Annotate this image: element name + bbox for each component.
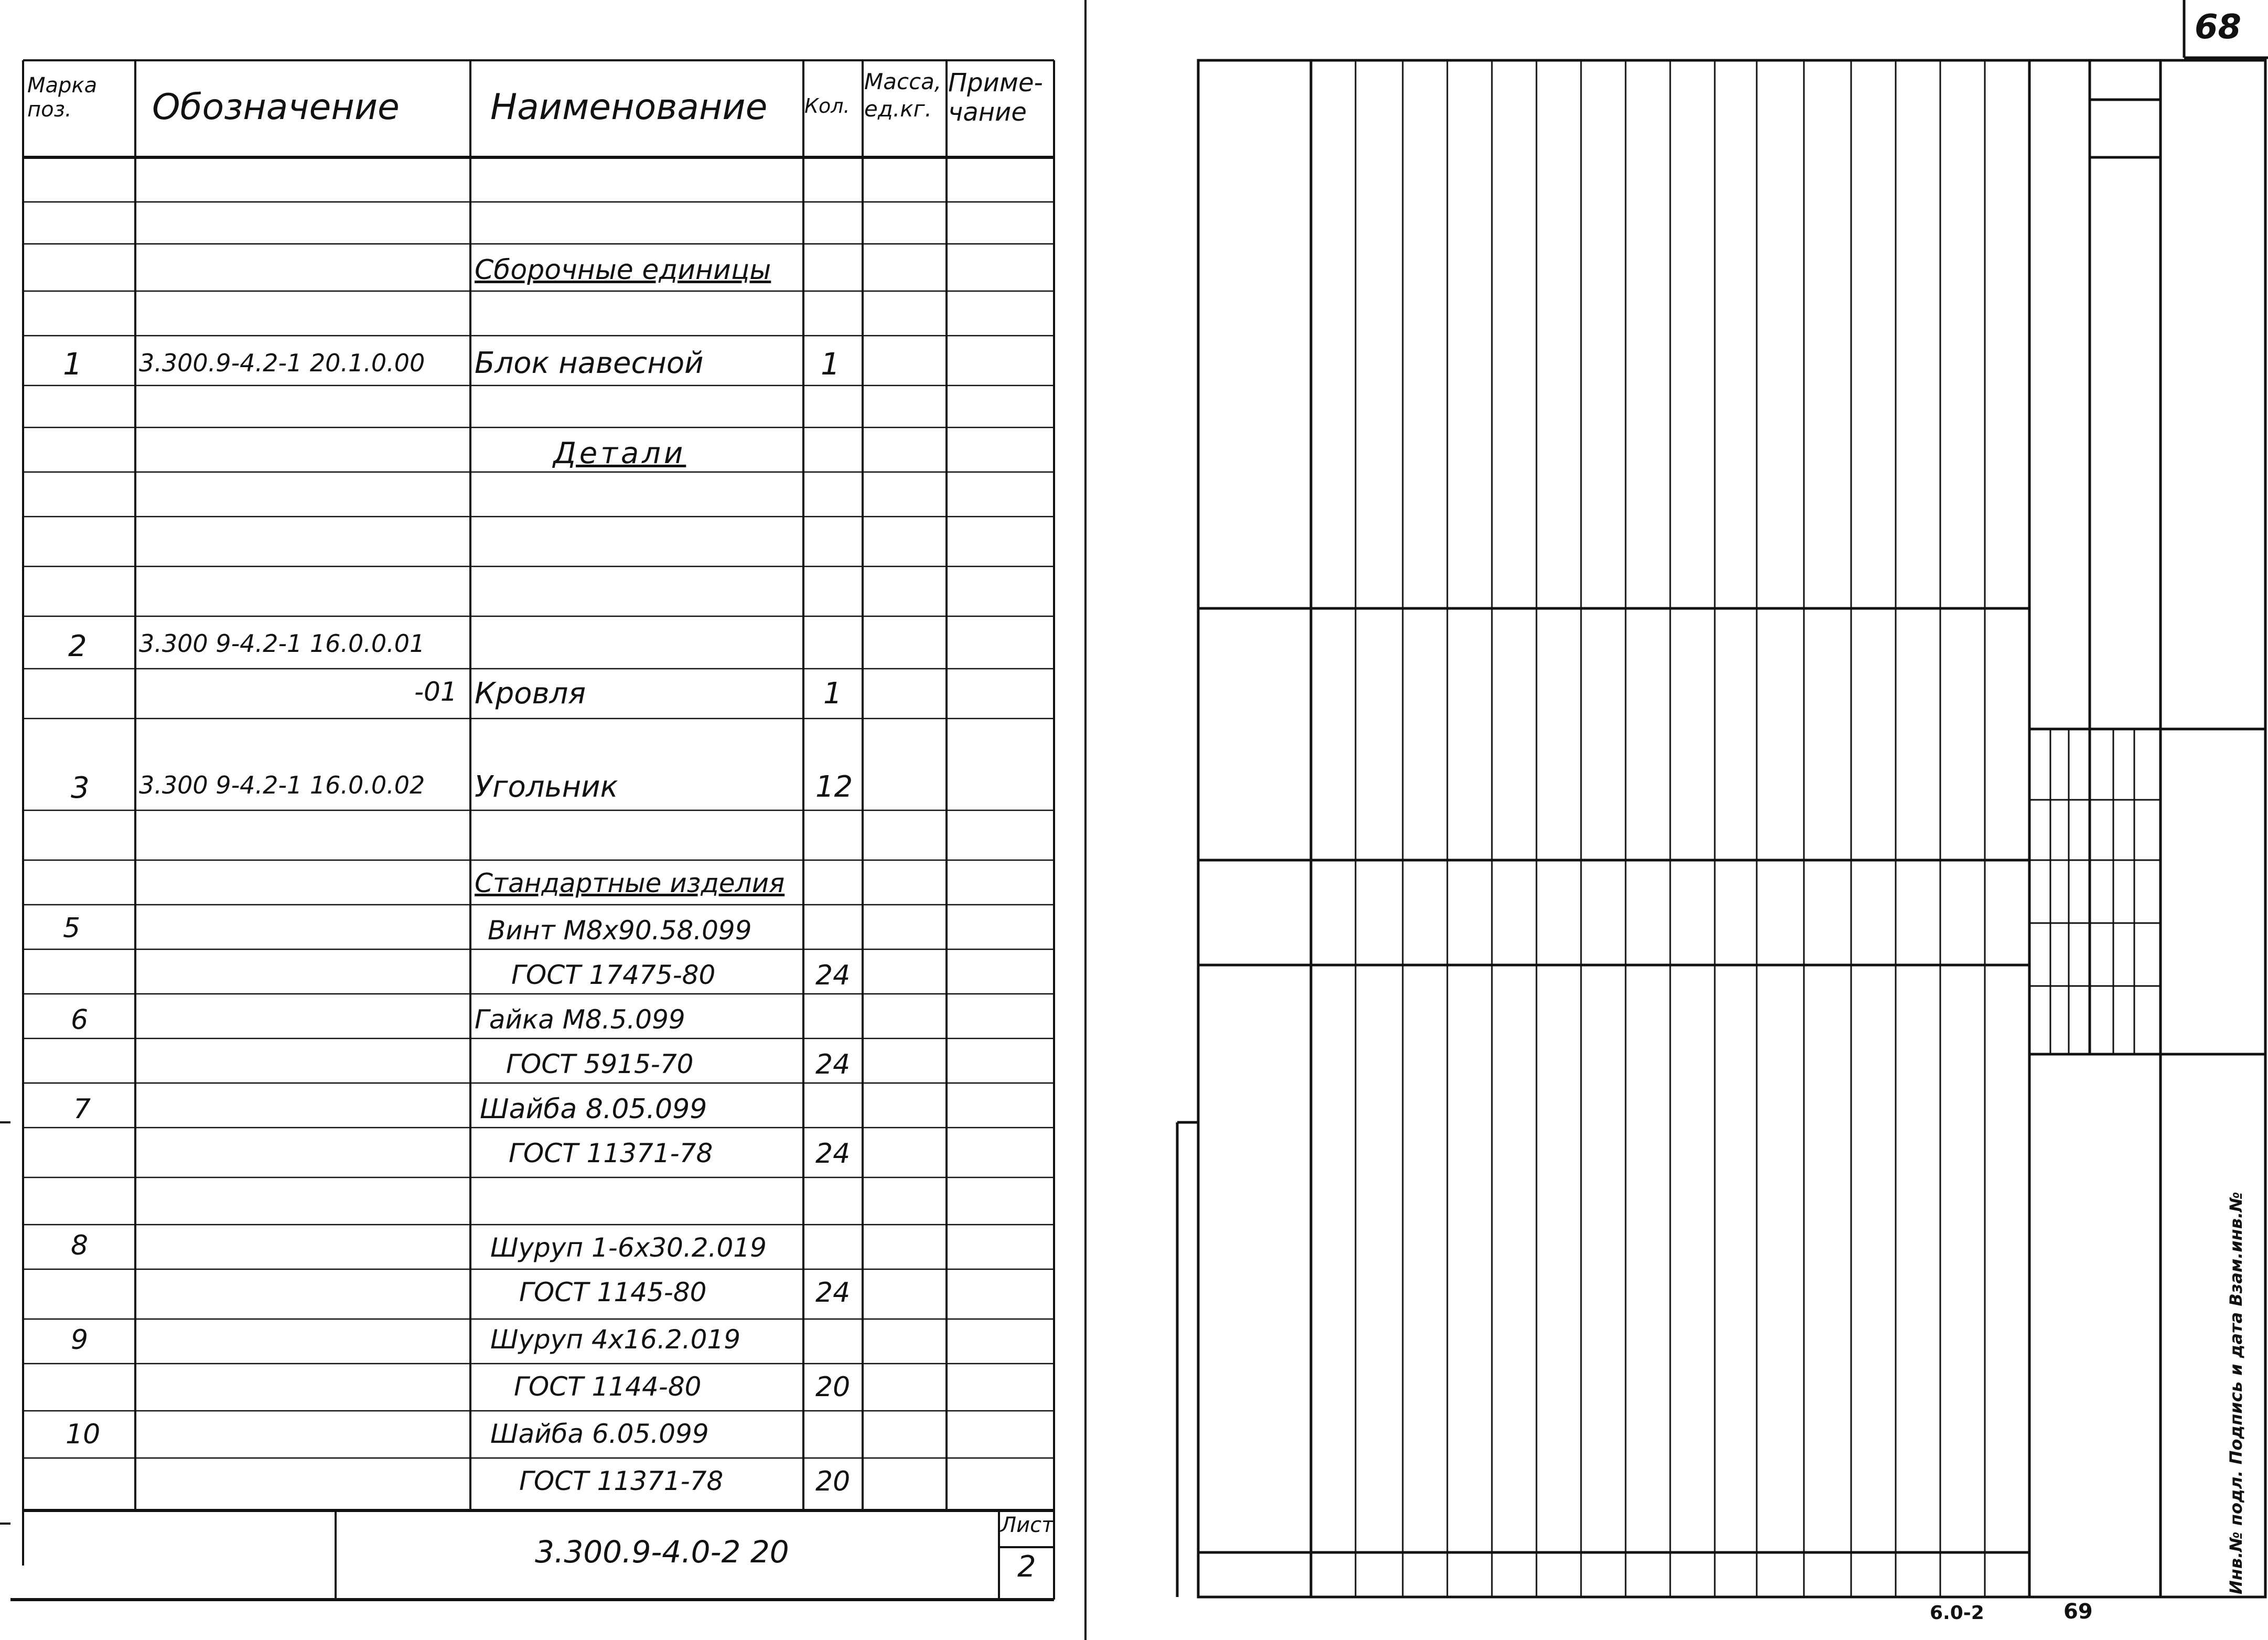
footer-right-number: 69 <box>2063 1600 2093 1624</box>
row-designation: 3.300.9-4.2-1 20.1.0.00 <box>139 349 425 377</box>
header-mark: Марка поз. <box>27 73 98 122</box>
header-note: Приме- чание <box>948 68 1043 127</box>
row-qty: 24 <box>815 1049 851 1080</box>
row-mark: 7 <box>73 1094 91 1125</box>
row-name: ГОСТ 11371-78 <box>519 1466 724 1496</box>
row-mark: 5 <box>63 913 81 944</box>
row-mark: 2 <box>68 629 87 663</box>
footer-sheet-label: Лист <box>1001 1513 1054 1537</box>
row-name: Шайба 6.05.099 <box>490 1419 709 1449</box>
row-name: ГОСТ 1145-80 <box>519 1277 707 1307</box>
row-qty: 24 <box>815 1277 851 1309</box>
header-name: Наименование <box>490 87 768 128</box>
row-name: Шуруп 1-6х30.2.019 <box>490 1232 767 1263</box>
row-qty: 12 <box>815 770 853 804</box>
row-name: Шуруп 4х16.2.019 <box>490 1324 741 1355</box>
row-name: Гайка М8.5.099 <box>475 1004 685 1035</box>
row-mark: 8 <box>71 1230 89 1261</box>
right-sheet <box>1091 0 2268 1640</box>
side-stamp: Инв.№ подл. Подпись и дата Взам.инв.№ <box>2226 1192 2246 1594</box>
row-name: ГОСТ 5915-70 <box>506 1049 694 1079</box>
row-name: Блок навесной <box>475 346 704 380</box>
row-designation: 3.300 9-4.2-1 16.0.0.01 <box>139 629 425 658</box>
row-qty: 1 <box>821 346 840 382</box>
page-number: 68 <box>2195 8 2242 47</box>
header-mass: Масса, ед.кг. <box>864 69 942 122</box>
row-designation: 3.300 9-4.2-1 16.0.0.02 <box>139 771 425 799</box>
row-name: Винт М8х90.58.099 <box>488 915 752 946</box>
row-qty: 20 <box>815 1371 851 1403</box>
row-name: Кровля <box>475 677 586 711</box>
row-designation: -01 <box>414 677 457 707</box>
section-standard: Стандартные изделия <box>475 868 785 898</box>
row-qty: 20 <box>815 1466 851 1497</box>
row-name: ГОСТ 1144-80 <box>514 1371 702 1402</box>
row-mark: 3 <box>71 771 90 805</box>
section-assembly: Сборочные единицы <box>475 254 771 286</box>
row-name: Угольник <box>475 770 618 804</box>
header-designation: Обозначение <box>152 87 400 128</box>
header-qty: Кол. <box>804 94 850 117</box>
footer-sheet-no: 2 <box>1017 1550 1036 1584</box>
row-mark: 1 <box>63 346 82 382</box>
footer-left-code: 6.0-2 <box>1930 1602 1984 1624</box>
footer-code: 3.300.9-4.0-2 20 <box>535 1534 789 1570</box>
section-details: Детали <box>553 436 686 470</box>
row-mark: 9 <box>71 1324 89 1356</box>
row-qty: 24 <box>815 960 851 991</box>
row-qty: 24 <box>815 1138 851 1170</box>
row-name: Шайба 8.05.099 <box>480 1094 707 1125</box>
row-mark: 10 <box>66 1419 101 1450</box>
row-name: ГОСТ 11371-78 <box>509 1138 713 1169</box>
row-qty: 1 <box>823 677 842 711</box>
right-table-grid <box>1091 0 2268 1640</box>
row-name: ГОСТ 17475-80 <box>511 960 716 990</box>
row-mark: 6 <box>71 1004 89 1036</box>
left-sheet <box>0 0 1091 1640</box>
